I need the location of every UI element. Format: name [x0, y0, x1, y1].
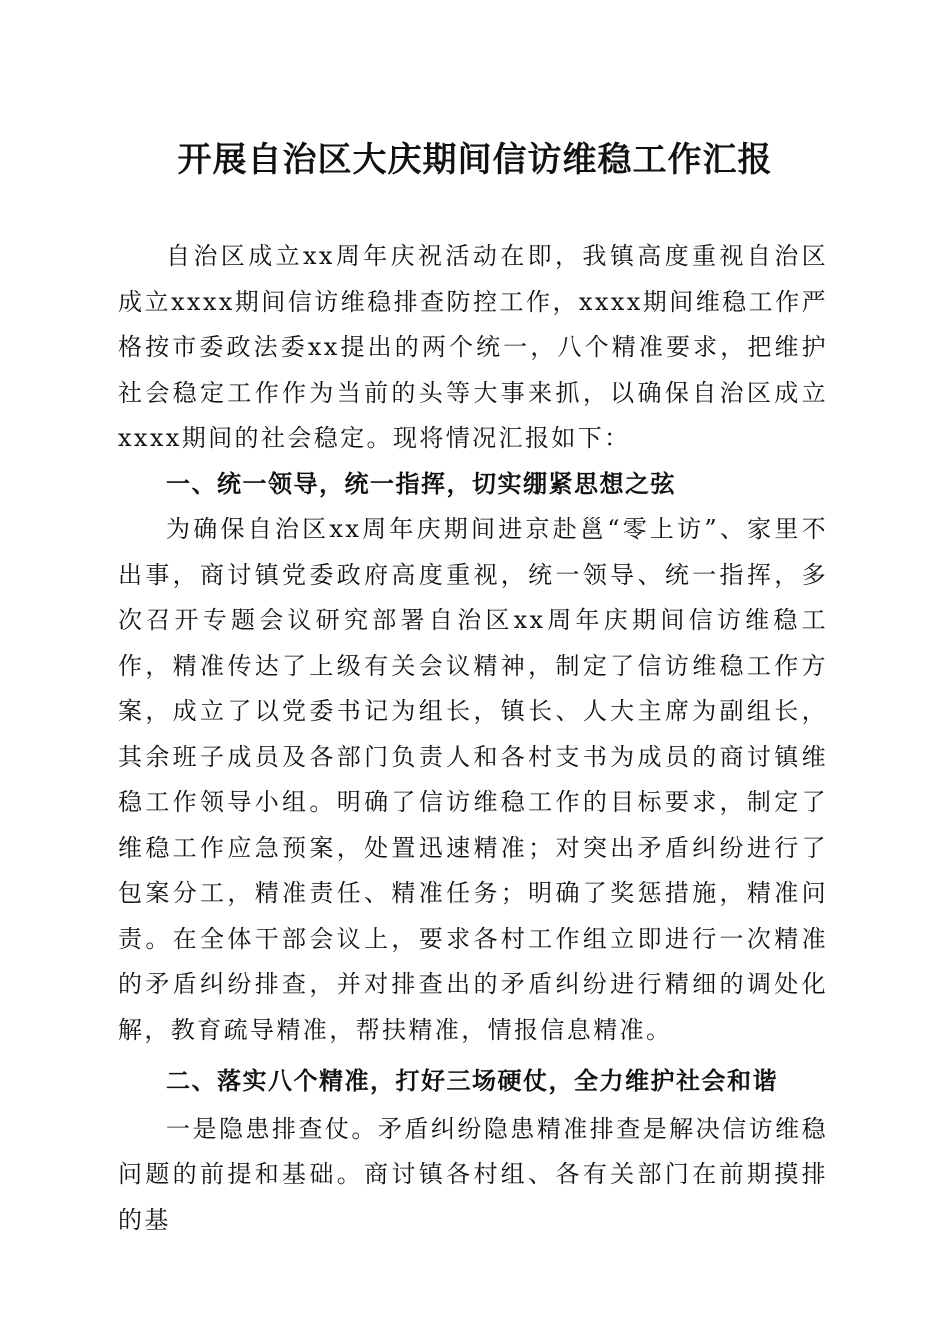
- section-2-paragraph: 一是隐患排查仗。矛盾纠纷隐患精准排查是解决信访维稳问题的前提和基础。商讨镇各村组、各有关部门在前期摸排的基: [118, 1114, 828, 1234]
- intro-paragraph: 自治区成立xx周年庆祝活动在即，我镇高度重视自治区成立xxxx期间信访维稳排查防控工作，xxxx期间维稳工作严格按市委政法委xx提出的两个统一，八个精准要求，把维护社会稳定工作作为当前的头等大事来抓，以确保自治区成立xxxx期间的社会稳定。现将情况汇报如下：: [118, 242, 828, 452]
- section-1-paragraph: 为确保自治区xx周年庆期间进京赴邕“零上访”、家里不出事，商讨镇党委政府高度重视，统一领导、统一指挥，多次召开专题会议研究部署自治区xx周年庆期间信访维稳工作，精准传达了上级有关会议精神，制定了信访维稳工作方案，成立了以党委书记为组长，镇长、人大主席为副组长，其余班子成员及各部门负责人和各村支书为成员的商讨镇维稳工作领导小组。明确了信访维稳工作的目标要求，制定了维稳工作应急预案，处置迅速精准；对突出矛盾纠纷进行了包案分工，精准责任、精准任务；明确了奖惩措施，精准问责。在全体干部会议上，要求各村工作组立即进行一次精准的矛盾纠纷排查，并对排查出的矛盾纠纷进行精细的调处化解，教育疏导精准，帮扶精准，情报信息精准。: [118, 515, 828, 1044]
- document-title: 开展自治区大庆期间信访维稳工作汇报: [177, 140, 773, 180]
- document-body: [118, 234, 828, 1243]
- section-heading-2: 二、落实八个精准，打好三场硬仗，全力维护社会和谐: [166, 1067, 778, 1095]
- section-heading-1: 一、统一领导，统一指挥，切实绷紧思想之弦: [166, 469, 676, 498]
